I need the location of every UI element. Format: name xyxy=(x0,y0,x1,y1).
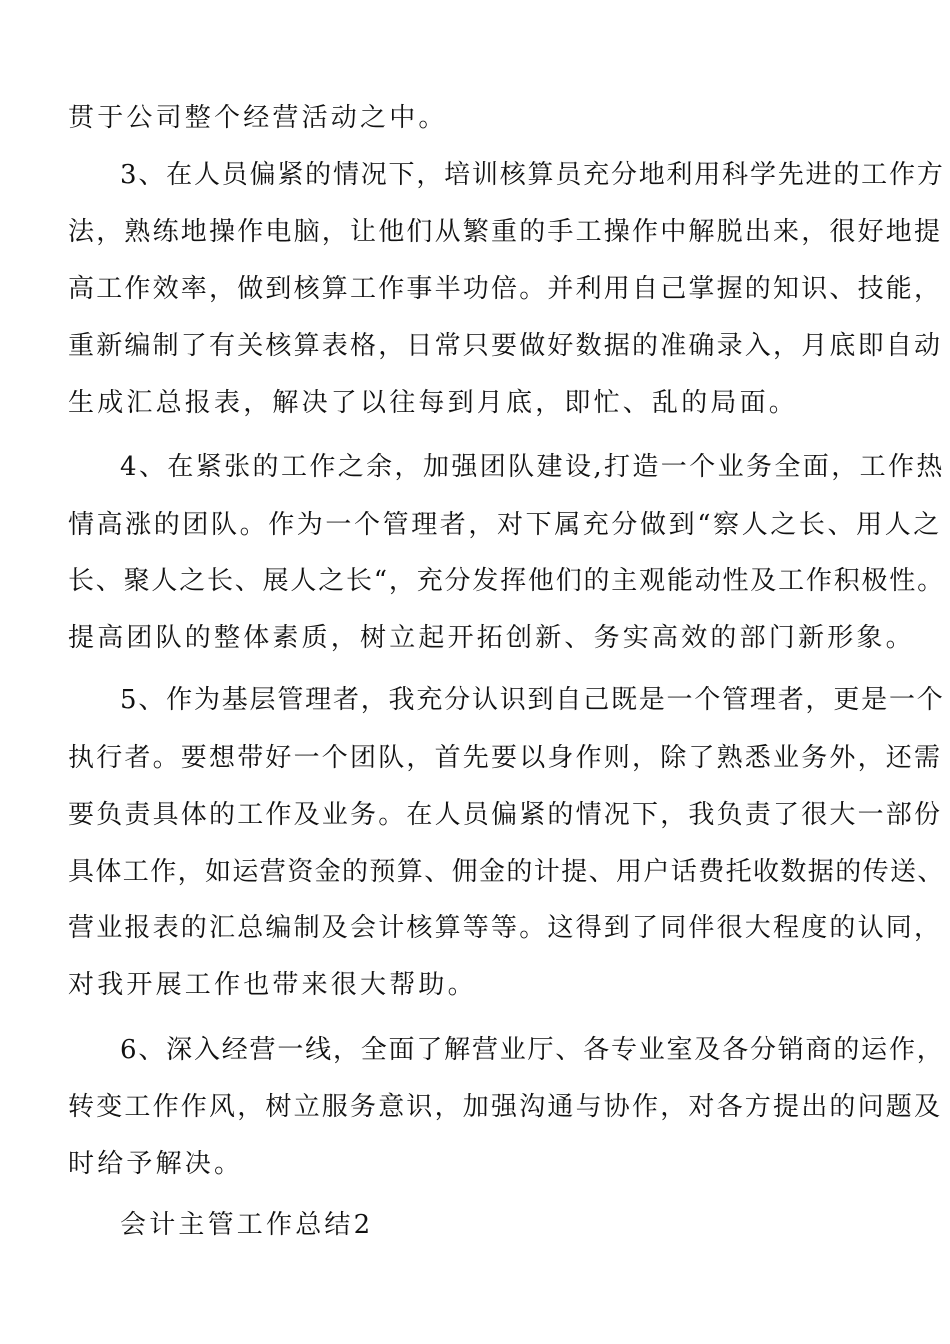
text-line: 法，熟练地操作电脑，让他们从繁重的手工操作中解脱出来，很好地提 xyxy=(68,217,943,247)
text-line: 5、作为基层管理者，我充分认识到自己既是一个管理者，更是一个 xyxy=(120,685,945,715)
text-line: 4、在紧张的工作之余，加强团队建设,打造一个业务全面，工作热 xyxy=(120,452,945,482)
text-line: 转变工作作风，树立服务意识，加强沟通与协作，对各方提出的问题及 xyxy=(68,1092,943,1122)
text-line: 长、聚人之长、展人之长“，充分发挥他们的主观能动性及工作积极性。 xyxy=(68,566,945,596)
text-line: 6、深入经营一线，全面了解营业厅、各专业室及各分销商的运作， xyxy=(120,1035,945,1065)
text-line: 对我开展工作也带来很大帮助。 xyxy=(68,970,477,1000)
text-line: 时给予解决。 xyxy=(68,1149,244,1179)
text-line: 生成汇总报表，解决了以往每到月底，即忙、乱的局面。 xyxy=(68,388,799,418)
text-line: 高工作效率，做到核算工作事半功倍。并利用自己掌握的知识、技能， xyxy=(68,274,943,304)
text-line: 提高团队的整体素质，树立起开拓创新、务实高效的部门新形象。 xyxy=(68,623,915,653)
text-line: 要负责具体的工作及业务。在人员偏紧的情况下，我负责了很大一部份 xyxy=(68,800,943,830)
text-line: 营业报表的汇总编制及会计核算等等。这得到了同伴很大程度的认同， xyxy=(68,913,943,943)
text-line: 贯于公司整个经营活动之中。 xyxy=(68,103,448,133)
text-line: 具体工作，如运营资金的预算、佣金的计提、用户话费托收数据的传送、 xyxy=(68,857,945,887)
text-line: 情高涨的团队。作为一个管理者，对下属充分做到“察人之长、用人之 xyxy=(68,510,942,540)
text-line: 重新编制了有关核算表格，日常只要做好数据的准确录入，月底即自动 xyxy=(68,331,943,361)
section-heading: 会计主管工作总结2 xyxy=(120,1210,374,1240)
text-line: 执行者。要想带好一个团队，首先要以身作则，除了熟悉业务外，还需 xyxy=(68,743,943,773)
text-line: 3、在人员偏紧的情况下，培训核算员充分地利用科学先进的工作方 xyxy=(120,160,945,190)
